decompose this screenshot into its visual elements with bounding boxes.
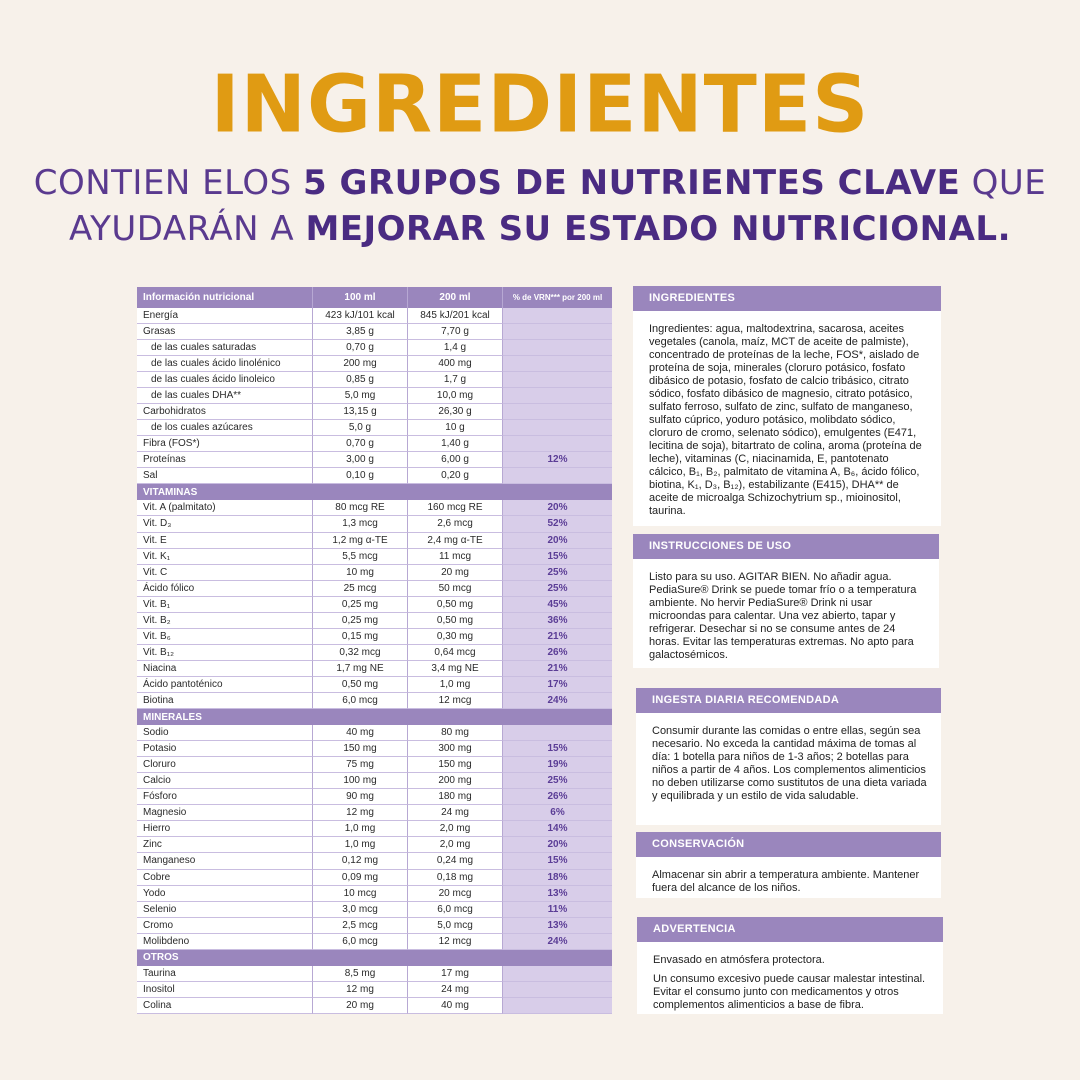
value-200ml: 24 mg [407,805,502,821]
nutrient-label: de las cuales ácido linolénico [137,356,312,372]
nutrient-label: Cobre [137,870,312,886]
value-100ml: 0,12 mg [312,853,407,869]
table-row [137,324,612,340]
nutrient-label: de las cuales ácido linoleico [137,372,312,388]
panel-text: Listo para su uso. AGITAR BIEN. No añadir agua. PediaSure® Drink se puede tomar frío o a temperatura ambiente. No hervir PediaSure® Drink ni usar microondas para calentar. Una vez abierto, tapar y refrigerar. Desechar si no se consume antes de 24 horas. Evitar las temperaturas extremas. No apto para galactosémicos. [649,571,917,661]
value-100ml: 0,25 mg [312,597,407,613]
nutrient-label: Yodo [137,886,312,902]
table-row [137,998,612,1014]
value-100ml: 12 mg [312,805,407,821]
value-100ml: 0,32 mcg [312,645,407,661]
subtitle-line-1 [0,163,1080,203]
value-100ml: 423 kJ/101 kcal [312,308,407,324]
table-row [137,853,612,869]
value-100ml: 12 mg [312,982,407,998]
percent-vrn: 19% [502,757,612,773]
table-row [137,452,612,468]
table-row [137,870,612,886]
value-100ml: 150 mg [312,741,407,757]
panel-title: ADVERTENCIA [637,917,943,942]
nutrient-label: Selenio [137,902,312,918]
section-filler [312,484,407,500]
nutrient-label: Carbohidratos [137,404,312,420]
value-200ml: 6,0 mcg [407,902,502,918]
section-label: OTROS [143,952,179,964]
value-100ml: 10 mcg [312,886,407,902]
percent-vrn: 15% [502,741,612,757]
nutrient-label: Zinc [137,837,312,853]
value-100ml: 0,15 mg [312,629,407,645]
table-row [137,661,612,677]
table-section-row [137,950,612,966]
table-row [137,902,612,918]
value-100ml: 40 mg [312,725,407,741]
table-row [137,982,612,998]
table-row [137,549,612,565]
table-row [137,468,612,484]
percent-vrn: 20% [502,500,612,516]
value-200ml: 0,24 mg [407,853,502,869]
value-200ml: 12 mcg [407,934,502,950]
percent-vrn: 15% [502,549,612,565]
table-row [137,581,612,597]
value-200ml: 26,30 g [407,404,502,420]
value-200ml: 1,40 g [407,436,502,452]
table-row [137,436,612,452]
percent-vrn [502,468,612,484]
nutrient-label: Taurina [137,966,312,982]
value-100ml: 1,0 mg [312,837,407,853]
percent-vrn: 45% [502,597,612,613]
value-200ml: 0,64 mcg [407,645,502,661]
nutrient-label: Vit. A (palmitato) [137,500,312,516]
value-200ml: 7,70 g [407,324,502,340]
table-header-cell: 200 ml [407,287,502,308]
value-200ml: 0,50 mg [407,613,502,629]
value-100ml: 1,7 mg NE [312,661,407,677]
nutrient-label: Sal [137,468,312,484]
table-row [137,757,612,773]
value-100ml: 1,2 mg α-TE [312,533,407,549]
value-100ml: 0,70 g [312,340,407,356]
value-200ml: 0,20 g [407,468,502,484]
value-200ml: 20 mcg [407,886,502,902]
nutrient-label: Sodio [137,725,312,741]
table-row [137,773,612,789]
nutrient-label: Biotina [137,693,312,709]
panel-ingredientes [633,286,941,526]
value-200ml: 50 mcg [407,581,502,597]
value-200ml: 200 mg [407,773,502,789]
value-100ml: 100 mg [312,773,407,789]
table-row [137,420,612,436]
nutrient-label: Vit. E [137,533,312,549]
panel-title: INGREDIENTES [633,286,941,311]
table-section-row [137,709,612,725]
value-200ml: 160 mcg RE [407,500,502,516]
panel-text [637,942,943,1024]
section-filler [312,709,407,725]
value-200ml: 1,4 g [407,340,502,356]
table-row [137,308,612,324]
value-200ml: 24 mg [407,982,502,998]
nutrient-label: Hierro [137,821,312,837]
nutrient-label: Vit. B₁₂ [137,645,312,661]
section-filler [502,950,612,966]
section-label: MINERALES [143,711,202,723]
table-row [137,789,612,805]
section-filler [407,484,502,500]
table-section-row [137,484,612,500]
subtitle-text: QUE [960,163,1047,203]
nutrient-label: Vit. C [137,565,312,581]
value-200ml: 0,18 mg [407,870,502,886]
value-100ml: 200 mg [312,356,407,372]
table-row [137,821,612,837]
percent-vrn: 24% [502,934,612,950]
percent-vrn: 26% [502,645,612,661]
table-row [137,372,612,388]
section-filler [502,484,612,500]
section-label: VITAMINAS [143,486,198,498]
value-100ml: 0,09 mg [312,870,407,886]
value-200ml: 80 mg [407,725,502,741]
value-100ml: 0,25 mg [312,613,407,629]
nutrient-label: Cromo [137,918,312,934]
table-row [137,340,612,356]
table-row [137,356,612,372]
percent-vrn [502,372,612,388]
panel-advertencia [637,917,943,1014]
percent-vrn [502,436,612,452]
value-100ml: 5,5 mcg [312,549,407,565]
percent-vrn [502,998,612,1014]
value-200ml: 300 mg [407,741,502,757]
panel-ingesta [636,688,941,825]
table-row [137,725,612,741]
table-row [137,677,612,693]
percent-vrn: 15% [502,853,612,869]
percent-vrn: 25% [502,581,612,597]
value-200ml: 2,0 mg [407,837,502,853]
section-filler [407,709,502,725]
nutrient-label: de las cuales DHA** [137,388,312,404]
value-100ml: 0,50 mg [312,677,407,693]
value-200ml: 10,0 mg [407,388,502,404]
value-100ml: 5,0 g [312,420,407,436]
panel-text: Ingredientes: agua, maltodextrina, sacarosa, aceites vegetales (canola, maíz, MCT de aceite de palmiste), concentrado de proteínas de la leche, FOS*, aislado de proteína de soja, minerales (cloruro potásico, fosfato dibásico de potasio, fosfato de calcio tribásico, citrato sódico, fosfato dibásico de magnesio, citrato potásico, sulfato ferroso, sulfato de zinc, sulfato de manganeso, sulfato cúprico, yoduro potásico, molibdato sódico, cloruro de cromo, selenato sódico), emulgentes (E471, lecitina de soja), bitartrato de colina, aroma (proteína de leche), vitaminas (C, niacinamida, E, pantotenato cálcico, B₁, B₂, palmitato de vitamina A, B₆, ácido fólico, biotina, K₁, D₃, B₁₂), estabilizante (E415), DHA** de aceite de microalga Schizochytrium sp., mioinositol, taurina. [649,323,922,517]
value-100ml: 20 mg [312,998,407,1014]
nutrient-label: Vit. K₁ [137,549,312,565]
table-row [137,837,612,853]
page-title: INGREDIENTES [210,59,870,151]
subtitle-text: AYUDARÁN A [69,209,306,249]
section-filler [312,950,407,966]
value-200ml: 1,0 mg [407,677,502,693]
nutrient-label: de los cuales azúcares [137,420,312,436]
table-header-cell: % de VRN*** por 200 ml [502,287,612,308]
percent-vrn: 18% [502,870,612,886]
table-row [137,886,612,902]
nutrient-label: Vit. B₆ [137,629,312,645]
value-100ml: 5,0 mg [312,388,407,404]
value-200ml: 1,7 g [407,372,502,388]
percent-vrn: 6% [502,805,612,821]
value-200ml: 12 mcg [407,693,502,709]
table-row [137,516,612,532]
table-row [137,934,612,950]
percent-vrn: 25% [502,773,612,789]
panel-text: Consumir durante las comidas o entre ellas, según sea necesario. No exceda la cantidad máxima de tomas al día: 1 botella para niños de 1-3 años; 2 botellas para niños a partir de 4 años. Los complementos alimenticios no deben utilizarse como sustitutos de una dieta variada y equilibrada y un estilo de vida saludable. [652,725,927,802]
table-row [137,918,612,934]
section-filler [407,950,502,966]
value-100ml: 8,5 mg [312,966,407,982]
value-200ml: 2,6 mcg [407,516,502,532]
value-200ml: 845 kJ/201 kcal [407,308,502,324]
value-200ml: 17 mg [407,966,502,982]
nutrient-label: Grasas [137,324,312,340]
subtitle-highlight: MEJORAR SU ESTADO NUTRICIONAL. [305,209,1011,249]
table-row [137,533,612,549]
value-100ml: 90 mg [312,789,407,805]
table-header-cell: 100 ml [312,287,407,308]
table-row [137,597,612,613]
percent-vrn [502,404,612,420]
subtitle-line-2 [0,209,1080,249]
value-200ml: 180 mg [407,789,502,805]
value-100ml: 0,10 g [312,468,407,484]
nutrient-label: Fibra (FOS*) [137,436,312,452]
table-row [137,388,612,404]
value-200ml: 2,0 mg [407,821,502,837]
percent-vrn: 12% [502,452,612,468]
nutrient-label: Colina [137,998,312,1014]
value-200ml: 2,4 mg α-TE [407,533,502,549]
value-100ml: 6,0 mcg [312,934,407,950]
percent-vrn: 14% [502,821,612,837]
percent-vrn [502,356,612,372]
value-200ml: 10 g [407,420,502,436]
value-200ml: 40 mg [407,998,502,1014]
value-100ml: 1,0 mg [312,821,407,837]
percent-vrn [502,725,612,741]
table-row [137,693,612,709]
percent-vrn: 13% [502,918,612,934]
percent-vrn [502,340,612,356]
section-filler [502,709,612,725]
table-row [137,645,612,661]
nutrient-label: Ácido fólico [137,581,312,597]
percent-vrn: 11% [502,902,612,918]
value-100ml: 3,0 mcg [312,902,407,918]
value-200ml: 20 mg [407,565,502,581]
percent-vrn [502,420,612,436]
panel-title: INSTRUCCIONES DE USO [633,534,939,559]
nutrient-label: Inositol [137,982,312,998]
table-header-cell: Información nutricional [143,291,255,303]
value-100ml: 80 mcg RE [312,500,407,516]
panel-title: INGESTA DIARIA RECOMENDADA [636,688,941,713]
table-row [137,966,612,982]
table-row [137,613,612,629]
nutrient-label: Fósforo [137,789,312,805]
nutrient-label: Proteínas [137,452,312,468]
value-100ml: 10 mg [312,565,407,581]
nutrient-label: Cloruro [137,757,312,773]
value-200ml: 150 mg [407,757,502,773]
percent-vrn: 26% [502,789,612,805]
table-row [137,741,612,757]
panel-title: CONSERVACIÓN [636,832,941,857]
percent-vrn: 13% [502,886,612,902]
table-row [137,805,612,821]
nutrient-label: Energía [137,308,312,324]
nutrient-label: Vit. B₁ [137,597,312,613]
panel-conservacion [636,832,941,898]
panel-paragraph: Envasado en atmósfera protectora. [653,954,825,966]
value-100ml: 3,00 g [312,452,407,468]
value-200ml: 0,30 mg [407,629,502,645]
nutrient-label: Ácido pantoténico [137,677,312,693]
percent-vrn [502,388,612,404]
table-row [137,500,612,516]
value-200ml: 0,50 mg [407,597,502,613]
nutrient-label: Potasio [137,741,312,757]
nutrient-label: Vit. D₃ [137,516,312,532]
nutrient-label: Molibdeno [137,934,312,950]
percent-vrn: 25% [502,565,612,581]
value-200ml: 11 mcg [407,549,502,565]
nutrient-label: Vit. B₂ [137,613,312,629]
nutrient-label: Calcio [137,773,312,789]
value-100ml: 75 mg [312,757,407,773]
panel-instrucciones [633,534,939,668]
nutrient-label: Magnesio [137,805,312,821]
percent-vrn: 17% [502,677,612,693]
table-row [137,629,612,645]
value-100ml: 0,85 g [312,372,407,388]
percent-vrn: 24% [502,693,612,709]
nutrient-label: Niacina [137,661,312,677]
percent-vrn: 20% [502,533,612,549]
percent-vrn: 52% [502,516,612,532]
percent-vrn [502,966,612,982]
value-100ml: 2,5 mcg [312,918,407,934]
percent-vrn [502,324,612,340]
value-200ml: 400 mg [407,356,502,372]
value-200ml: 5,0 mcg [407,918,502,934]
value-100ml: 0,70 g [312,436,407,452]
value-100ml: 13,15 g [312,404,407,420]
subtitle-highlight: 5 GRUPOS DE NUTRIENTES CLAVE [303,163,961,203]
table-header-row [137,287,612,308]
table-row [137,404,612,420]
nutrient-label: de las cuales saturadas [137,340,312,356]
percent-vrn [502,308,612,324]
percent-vrn: 21% [502,661,612,677]
nutrient-label: Manganeso [137,853,312,869]
value-100ml: 3,85 g [312,324,407,340]
percent-vrn: 21% [502,629,612,645]
value-200ml: 6,00 g [407,452,502,468]
value-100ml: 25 mcg [312,581,407,597]
percent-vrn: 36% [502,613,612,629]
subtitle-text: CONTIEN ELOS [33,163,304,203]
value-100ml: 6,0 mcg [312,693,407,709]
percent-vrn: 20% [502,837,612,853]
nutrition-table [137,287,612,1014]
value-200ml: 3,4 mg NE [407,661,502,677]
panel-paragraph: Un consumo excesivo puede causar malestar intestinal. Evitar el consumo junto con medicamentos y otros complementos alimenticios a base de fibra. [653,973,926,1011]
panel-text: Almacenar sin abrir a temperatura ambiente. Mantener fuera del alcance de los niños. [652,869,920,894]
table-row [137,565,612,581]
percent-vrn [502,982,612,998]
value-100ml: 1,3 mcg [312,516,407,532]
